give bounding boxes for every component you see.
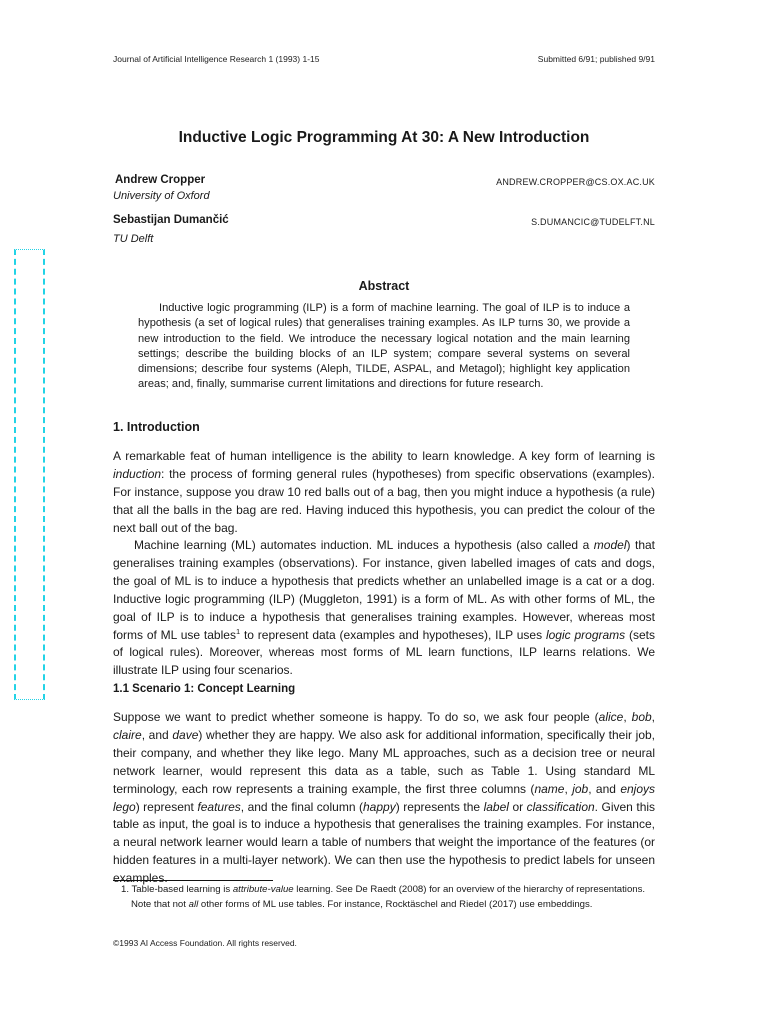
selection-guide-overlay [14,249,45,700]
author-name: Andrew Cropper [115,174,206,186]
footnote: 1. Table-based learning is attribute-value learning. See De Raedt (2008) for an overview of the hierarchy of representations. Note that not all other forms of ML use tables. For instance, Rocktäschel and Riedel (2017) use embeddings. [121,884,646,910]
author-affiliation: University of Oxford [113,190,210,202]
copyright-notice: ©1993 AI Access Foundation. All rights reserved. [113,938,297,948]
subsection-heading: 1.1 Scenario 1: Concept Learning [113,683,296,695]
author-email: S.DUMANCIC@TUDELFT.NL [531,217,655,227]
abstract-heading: Abstract [358,279,410,293]
author-affiliation: TU Delft [113,233,154,245]
paper-title: Inductive Logic Programming At 30: A New Introduction [178,129,590,146]
paragraph: Machine learning (ML) automates induction. ML induces a hypothesis (also called a model) that generalises training examples (observations). For instance, given labelled images of cats and dogs, the goal of ML is to induce a hypothesis that predicts whether an unlabelled image is a cat or a dog. Inductive logic programming (ILP) (Muggleton, 1991) is a form of ML. As with other forms of ML, the goal of ILP is to induce a hypothesis that generalises training examples. However, whereas most forms of ML use tables$^1$ to represent data (examples and hypotheses), ILP uses logic programs (sets of logical rules). Moreover, whereas most forms of ML learn functions, ILP learns relations. We illustrate ILP using four scenarios. [113,538,655,678]
submission-dates: Submitted 6/91; published 9/91 [537,54,655,64]
journal-header: Journal of Artificial Intelligence Research 1 (1993) 1-15 [113,54,320,64]
section-heading: 1. Introduction [113,420,200,434]
footnote-marker: 1 [235,626,241,636]
paragraph: A remarkable feat of human intelligence is the ability to learn knowledge. A key form of learning is induction: the process of forming general rules (hypotheses) from specific observations (examples). For instance, suppose you draw 10 red balls out of a bag, then you might induce a hypothesis (a rule) that all the balls in the bag are red. Having induced this hypothesis, you can predict the colour of the next ball out of the bag. [113,449,655,535]
author-name: Sebastijan Dumančić [113,214,229,226]
paragraph: Suppose we want to predict whether someone is happy. To do so, we ask four people (alice, bob, claire, and dave) whether they are happy. We also ask for additional information, specifically their job, their company, and whether they like lego. Many ML approaches, such as a decision tree or neural network learner, would represent this data as a table, such as Table 1. Using standard ML terminology, each row represents a training example, the first three columns (name, job, and enjoys lego) represent features, and the final column (happy) represents the label or classification. Given this table as input, the goal is to induce a hypothesis that generalises the training examples. For instance, a neural network learner would learn a table of numbers that weight the importance of the features (or hidden features in a multi-layer network). We can then use the hypothesis to predict labels for unseen examples. [113,710,656,886]
author-email: ANDREW.CROPPER@CS.OX.AC.UK [496,177,655,187]
footnote-divider [113,880,273,881]
abstract-text: Inductive logic programming (ILP) is a form of machine learning. The goal of ILP is to induce a hypothesis (a set of logical rules) that generalises training examples. As ILP turns 30, we provide a new introduction to the field. We introduce the necessary logical notation and the main learning settings; describe the building blocks of an ILP system; compare several systems on several dimensions; describe four systems (Aleph, TILDE, ASPAL, and Metagol); highlight key application areas; and, finally, summarise current limitations and directions for future research. [138,302,630,391]
